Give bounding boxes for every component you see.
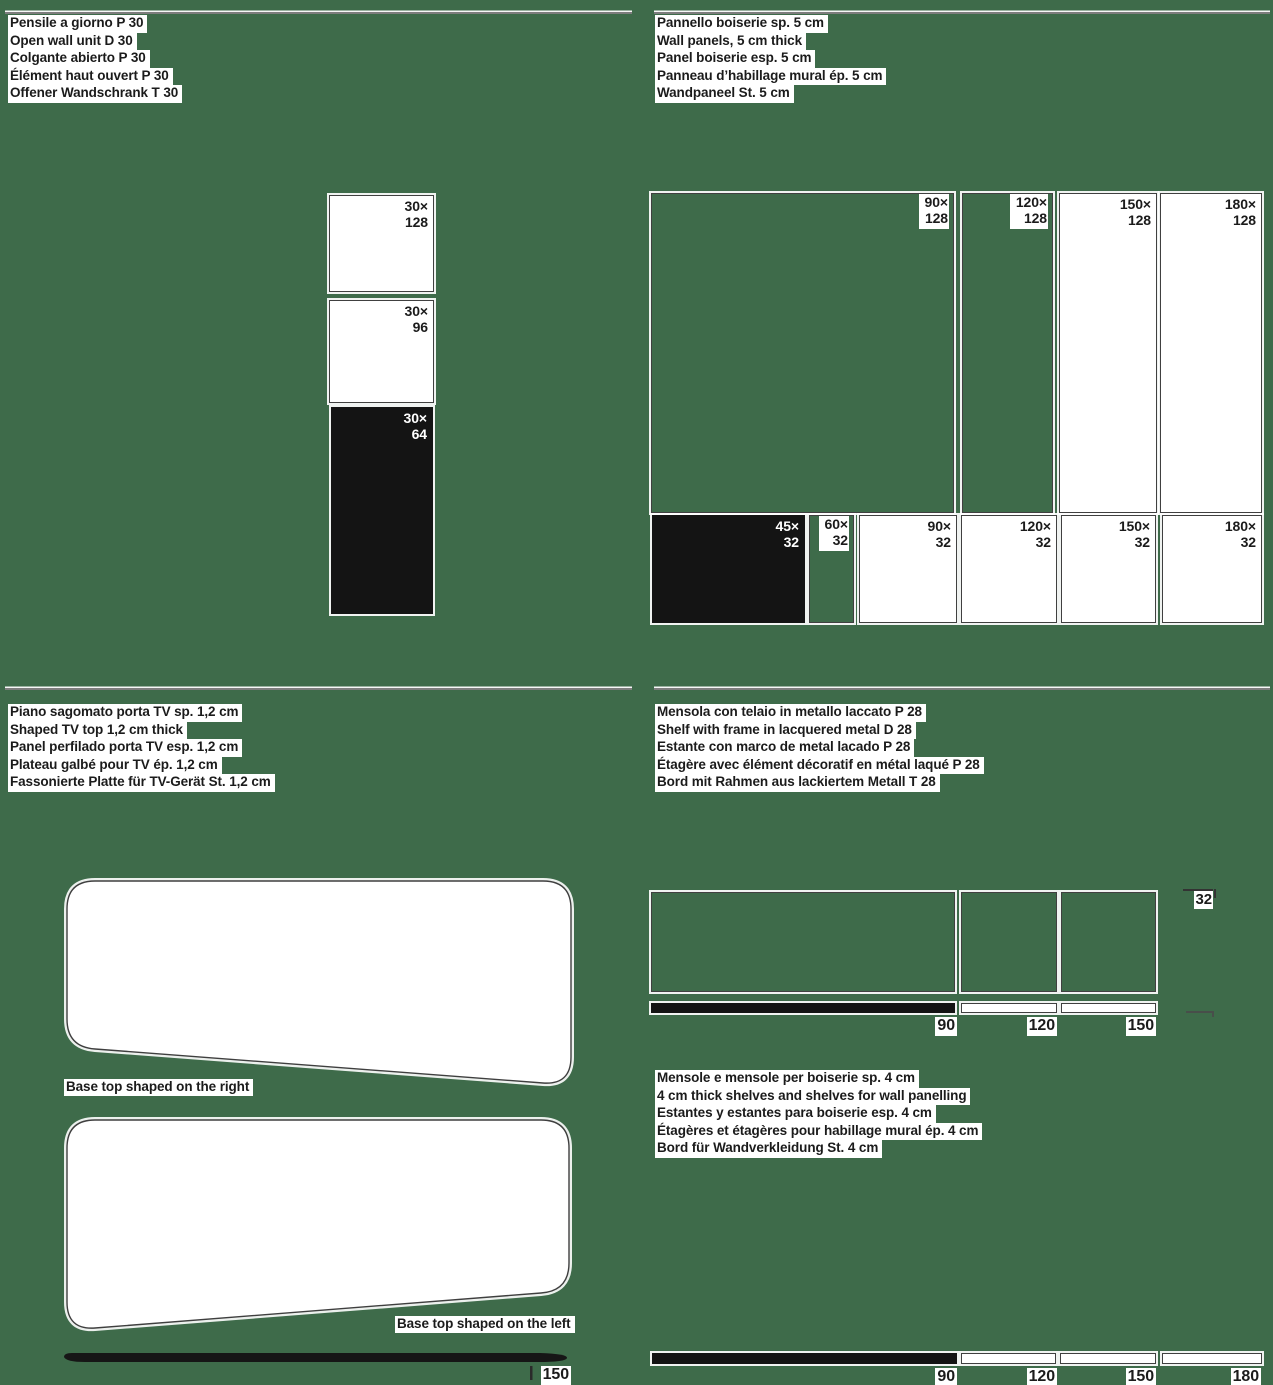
shelf-height-label: 32 [1195, 891, 1212, 908]
size-width-label: 45× [775, 518, 799, 534]
bar-length-label-120: 120 [1028, 1368, 1055, 1385]
shelf-board-150 [1061, 1003, 1156, 1013]
caption-shaped-right: Base top shaped on the right [64, 1079, 253, 1096]
size-width-label: 30× [403, 410, 427, 426]
dim-tick [1214, 889, 1216, 898]
tv-top-profile-bar [64, 1353, 567, 1362]
shelf-frame-120 [961, 892, 1057, 992]
title-line: Mensola con telaio in metallo laccato P 28 [655, 704, 926, 722]
bar-length-label-180: 180 [1232, 1368, 1259, 1385]
shelf-board-90 [651, 1003, 955, 1013]
title-line: 4 cm thick shelves and shelves for wall panelling [655, 1088, 970, 1106]
size-width-label: 60× [824, 516, 848, 532]
size-height-label: 32 [1134, 533, 1150, 550]
size-height-label: 32 [1240, 533, 1256, 550]
profile-dim-tick [530, 1366, 533, 1380]
size-height-label: 128 [1127, 211, 1151, 228]
title-line: Panneau d’habillage mural ép. 5 cm [655, 68, 886, 86]
shelf-length-label-150: 150 [1127, 1017, 1154, 1034]
shelf-length-label-120: 120 [1028, 1017, 1055, 1034]
title-line: Estante con marco de metal lacado P 28 [655, 739, 914, 757]
caption-shaped-left: Base top shaped on the left [395, 1316, 575, 1333]
size-height-label: 128 [1232, 211, 1256, 228]
shelf-frame-90 [651, 892, 955, 992]
title-line: Étagère avec élément décoratif en métal laqué P 28 [655, 757, 984, 775]
title-line: Estantes y estantes para boiserie esp. 4 cm [655, 1105, 936, 1123]
shelf-board-120 [961, 1003, 1057, 1013]
shelf-bar-150 [1060, 1353, 1156, 1364]
size-width-label: 180× [1224, 196, 1256, 212]
size-width-label: 90× [927, 518, 951, 534]
size-height-label: 64 [411, 425, 427, 442]
size-height-label: 32 [783, 533, 799, 550]
profile-length-label: 150 [542, 1366, 569, 1383]
size-height-label: 128 [404, 213, 428, 230]
shelf-bar-90 [652, 1353, 957, 1364]
size-height-label: 32 [935, 533, 951, 550]
tv-top-shaped-left-shape [67, 1120, 569, 1328]
title-line: Fassonierte Platte für TV-Gerät St. 1,2 cm [8, 774, 275, 792]
title-line: Bord für Wandverkleidung St. 4 cm [655, 1140, 882, 1158]
title-line: Étagères et étagères pour habillage mural ép. 4 cm [655, 1123, 982, 1141]
shelf-frame-150 [1061, 892, 1156, 992]
size-width-label: 30× [404, 303, 428, 319]
bar-length-label-90: 90 [937, 1368, 955, 1385]
title-line: Pensile a giorno P 30 [8, 15, 147, 33]
title-line: Offener Wandschrank T 30 [8, 85, 182, 103]
title-line: Panel perfilado porta TV esp. 1,2 cm [8, 739, 242, 757]
title-line: Piano sagomato porta TV sp. 1,2 cm [8, 704, 242, 722]
shelf-length-label-90: 90 [937, 1017, 955, 1034]
size-height-label: 32 [832, 531, 848, 548]
size-width-label: 30× [404, 198, 428, 214]
shelf-subtitle [655, 1070, 982, 1158]
board-thickness-dim [1186, 1011, 1212, 1013]
title-line: Wall panels, 5 cm thick [655, 33, 806, 51]
shelf-height-dim [1183, 889, 1213, 909]
title-line: Shaped TV top 1,2 cm thick [8, 722, 187, 740]
title-line: Shelf with frame in lacquered metal D 28 [655, 722, 916, 740]
shelf-bar-120 [961, 1353, 1056, 1364]
size-height-label: 128 [1023, 209, 1047, 226]
size-width-label: 150× [1119, 196, 1151, 212]
title-line: Colgante abierto P 30 [8, 50, 150, 68]
size-width-label: 180× [1224, 518, 1256, 534]
shelf-bar-180 [1162, 1353, 1262, 1364]
bar-length-label-150: 150 [1127, 1368, 1154, 1385]
size-width-label: 120× [1019, 518, 1051, 534]
tv-top-shaped-right-shape [67, 881, 571, 1083]
title-line: Panel boiserie esp. 5 cm [655, 50, 815, 68]
title-line: Wandpaneel St. 5 cm [655, 85, 794, 103]
size-width-label: 120× [1015, 194, 1047, 210]
size-height-label: 128 [924, 209, 948, 226]
title-line: Bord mit Rahmen aus lackiertem Metall T 28 [655, 774, 940, 792]
title-line: Élément haut ouvert P 30 [8, 68, 173, 86]
title-line: Mensole e mensole per boiserie sp. 4 cm [655, 1070, 919, 1088]
size-height-label: 96 [412, 318, 428, 335]
title-line: Plateau galbé pour TV ép. 1,2 cm [8, 757, 222, 775]
dim-tick [1212, 1011, 1214, 1017]
size-height-label: 32 [1035, 533, 1051, 550]
title-line: Open wall unit D 30 [8, 33, 137, 51]
size-width-label: 150× [1118, 518, 1150, 534]
size-width-label: 90× [924, 194, 948, 210]
title-line: Pannello boiserie sp. 5 cm [655, 15, 828, 33]
shelf-title [655, 704, 984, 792]
